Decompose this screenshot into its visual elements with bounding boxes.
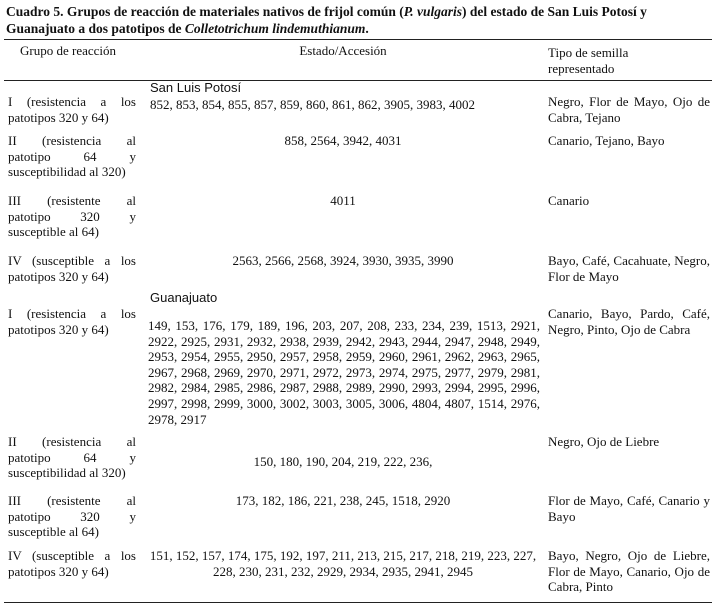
top-rule <box>4 39 712 40</box>
caption-text-b: ) del estado de San Luis Potosí y Guanajuato a dos patotipos de <box>6 4 647 36</box>
row-5-seed: Canario, Bayo, Pardo, Café, Negro, Pinto, Ojo de Cabra <box>548 306 710 337</box>
row-1-seed: Negro, Flor de Mayo, Ojo de Cabra, Tejano <box>548 94 710 125</box>
row-5-group: I (resistencia a los patotipos 320 y 64) <box>8 306 136 337</box>
caption-species-a: P. vulgaris <box>403 4 462 19</box>
row-7-accessions: 173, 182, 186, 221, 238, 245, 1518, 2920 <box>235 493 451 508</box>
row-2-seed: Canario, Tejano, Bayo <box>548 133 665 148</box>
row-4-accessions: 2563, 2566, 2568, 3924, 3930, 3935, 3990 <box>232 253 454 268</box>
row-8-accessions: 151, 152, 157, 174, 175, 192, 197, 211, 213, 215, 217, 218, 219, 223, 227, 228, 230, 231, 232, 2929, 2934, 2935, 2941, 2945 <box>149 548 537 579</box>
row-3-accessions: 4011 <box>330 193 356 208</box>
row-4-group: IV (susceptible a los patotipos 320 y 64) <box>8 253 136 284</box>
row-3-seed: Canario <box>548 193 590 208</box>
row-5-accessions: 149, 153, 176, 179, 189, 196, 203, 207, 208, 233, 234, 239, 1513, 2921, 2922, 2925, 2931, 2932, 2938, 2939, 2942, 2943, 2944, 2947, 2948, 2949, 2953, 2954, 2955, 2950, 2957, 2958, 2959, 2960, 2961, 2962, 2963, 2965, 2967, 2968, 2969, 2970, 2971, 2972, 2973, 2974, 2975, 2977, 2979, 2981, 2982, 2984, 2985, 2986, 2987, 2988, 2989, 2990, 2993, 2994, 2995, 2996, 2997, 2998, 2999, 3000, 3002, 3003, 3005, 3006, 4804, 4807, 1514, 2976, 2978, 2917 <box>148 318 540 427</box>
row-4-seed: Bayo, Café, Cacahuate, Negro, Flor de Mayo <box>548 253 710 284</box>
state-label-slp: San Luis Potosí <box>150 80 242 95</box>
caption-text-c: . <box>365 21 369 36</box>
row-1-group: I (resistencia a los patotipos 320 y 64) <box>8 94 136 125</box>
row-7-group: III (resistente al patotipo 320 y susceptible al 64) <box>8 493 136 539</box>
caption-label: Cuadro 5. <box>6 4 64 19</box>
caption-text-a: Grupos de reacción de materiales nativos de frijol común ( <box>63 4 404 19</box>
row-1-accessions: 852, 853, 854, 855, 857, 859, 860, 861, 862, 3905, 3983, 4002 <box>150 97 475 112</box>
row-6-group: II (resistencia al patotipo 64 y susceptibilidad al 320) <box>8 434 136 480</box>
caption-species-b: Colletotrichum lindemuthianum <box>184 21 366 36</box>
row-2-group: II (resistencia al patotipo 64 y susceptibilidad al 320) <box>8 133 136 179</box>
row-2-accessions: 858, 2564, 3942, 4031 <box>284 133 402 148</box>
row-7-seed: Flor de Mayo, Café, Canario y Bayo <box>548 493 710 524</box>
row-3-group: III (resistente al patotipo 320 y susceptible al 64) <box>8 193 136 239</box>
row-8-group: IV (susceptible a los patotipos 320 y 64) <box>8 548 136 579</box>
header-seed: Tipo de semilla representado <box>548 45 629 76</box>
row-8-seed: Bayo, Negro, Ojo de Liebre, Flor de Mayo, Canario, Ojo de Cabra, Pinto <box>548 548 710 594</box>
header-rule <box>4 80 712 81</box>
row-6-accessions: 150, 180, 190, 204, 219, 222, 236, <box>253 454 433 469</box>
header-state: Estado/Accesión <box>299 43 387 58</box>
bottom-rule <box>4 602 712 603</box>
table-caption <box>6 3 712 37</box>
state-label-gto: Guanajuato <box>150 290 218 305</box>
header-group: Grupo de reacción <box>20 43 117 58</box>
row-6-seed: Negro, Ojo de Liebre <box>548 434 660 449</box>
